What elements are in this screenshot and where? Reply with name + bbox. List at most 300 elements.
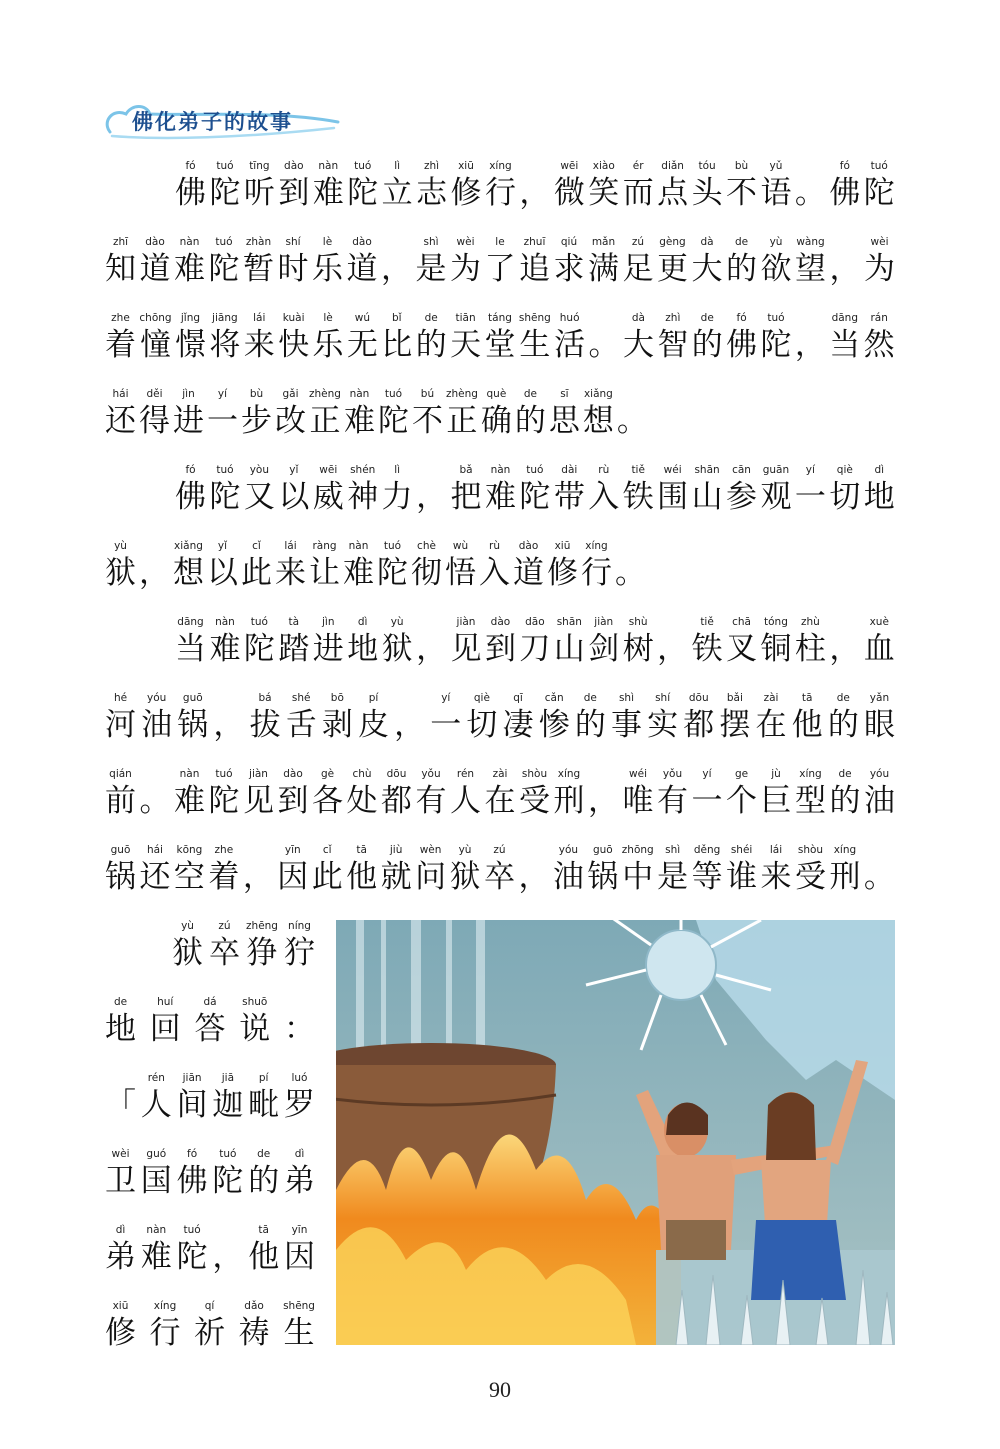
pinyin: níng (288, 920, 311, 932)
hanzi-cell (692, 766, 723, 819)
hanzi-cell (284, 918, 315, 971)
hanzi: 修 (105, 1315, 136, 1351)
pinyin: tuó (250, 616, 268, 628)
hanzi: 改 (275, 403, 306, 439)
hanzi-cell (657, 310, 688, 363)
hanzi-cell (519, 462, 550, 515)
hanzi: 快 (278, 327, 310, 363)
hanzi-cell (105, 1222, 136, 1275)
hanzi: 语 (760, 175, 792, 211)
pinyin: xíng (799, 768, 822, 780)
pinyin: guō (110, 844, 131, 856)
pinyin: nàn (179, 768, 200, 780)
hanzi: 刀 (519, 631, 551, 667)
pinyin: de (583, 692, 597, 704)
pinyin: yòu (249, 464, 270, 476)
hanzi: 卫 (105, 1163, 136, 1199)
hanzi-cell (485, 234, 516, 287)
hanzi-cell (139, 386, 170, 439)
hanzi-cell (174, 234, 205, 287)
hanzi: 剥 (321, 707, 353, 743)
hanzi-cell (175, 614, 206, 667)
hanzi: 带 (553, 479, 585, 515)
pinyin: fó (185, 160, 196, 172)
pinyin: yǔ (769, 160, 783, 172)
hanzi-cell (140, 766, 171, 819)
hanzi-cell (726, 842, 757, 895)
hanzi: 树 (622, 631, 654, 667)
hanzi-cell (313, 158, 344, 211)
pinyin: nàn (146, 1224, 167, 1236)
hanzi-cell (141, 1146, 172, 1199)
pinyin: zhōng (621, 844, 654, 856)
pinyin: guō (592, 844, 613, 856)
pinyin: dì (294, 1148, 305, 1160)
hanzi-cell (381, 234, 412, 287)
pinyin: tuó (219, 1148, 237, 1160)
hanzi-cell (726, 766, 757, 819)
hanzi-cell (105, 310, 136, 363)
pinyin: ràng (312, 540, 337, 552)
hanzi: 行 (581, 555, 612, 591)
hanzi: 一 (207, 403, 238, 439)
pinyin: yóu (869, 768, 890, 780)
hanzi: 难 (343, 555, 374, 591)
pinyin: rù (598, 464, 610, 476)
hanzi-cell (209, 918, 240, 971)
hanzi-cell (450, 842, 481, 895)
hanzi-cell (864, 842, 895, 895)
pinyin: yóu (146, 692, 167, 704)
hanzi-cell (795, 462, 826, 515)
pinyin: dì (874, 464, 885, 476)
hanzi-cell (549, 386, 580, 439)
pinyin: de (734, 236, 749, 248)
pinyin: shén (350, 464, 376, 476)
hanzi-cell (864, 234, 895, 287)
hanzi: 陀 (176, 1239, 208, 1275)
hanzi: 陀 (208, 251, 240, 287)
hanzi: 的 (415, 327, 447, 363)
hanzi: 陀 (519, 479, 551, 515)
pinyin: shòu (797, 844, 824, 856)
pinyin: zài (763, 692, 779, 704)
hanzi: 听 (243, 175, 275, 211)
pinyin: rán (870, 312, 888, 324)
pinyin: yǎn (869, 692, 890, 704)
hanzi-cell (829, 462, 860, 515)
pinyin: tóng (764, 616, 788, 628)
hanzi-cell (864, 158, 895, 211)
hanzi: 唯 (622, 783, 654, 819)
pinyin: wàng (796, 236, 825, 248)
pinyin: bǎ (459, 464, 473, 476)
hanzi-cell (382, 158, 413, 211)
hanzi: 狰 (246, 935, 278, 971)
pinyin: tiě (700, 616, 714, 628)
pinyin: gǎi (282, 388, 299, 400)
hanzi-cell (519, 766, 550, 819)
hanzi-cell (719, 690, 750, 743)
hanzi: 油 (141, 707, 173, 743)
hanzi: 来 (243, 327, 275, 363)
hanzi-cell (589, 310, 620, 363)
hanzi: ， (657, 631, 689, 667)
hanzi: 问 (415, 859, 447, 895)
hanzi-cell (416, 614, 447, 667)
hanzi: 因 (283, 1239, 315, 1275)
hanzi: 在 (755, 707, 787, 743)
hanzi-cell (141, 1070, 172, 1123)
pinyin: dào (518, 540, 539, 552)
hanzi: 微 (553, 175, 585, 211)
pinyin: dào (145, 236, 165, 248)
hanzi-cell (173, 386, 204, 439)
hanzi: 前 (105, 783, 136, 819)
hanzi-cell (212, 1070, 243, 1123)
hanzi-cell (286, 690, 317, 743)
pinyin: shān (694, 464, 720, 476)
pinyin: dāo (525, 616, 545, 628)
pinyin: cǐ (322, 844, 332, 856)
text-line (105, 690, 895, 743)
hanzi: 他 (248, 1239, 280, 1275)
pinyin: nàn (215, 616, 235, 628)
hanzi-cell (623, 234, 654, 287)
hanzi-cell (588, 462, 619, 515)
pinyin: tīng (249, 160, 270, 172)
chapter-header (102, 100, 342, 142)
hanzi: 步 (241, 403, 272, 439)
hanzi-cell (726, 158, 757, 211)
hanzi-cell (692, 842, 723, 895)
hanzi-cell (451, 462, 482, 515)
hanzi-cell (623, 766, 654, 819)
hanzi-cell (275, 538, 306, 591)
hanzi: 铜 (760, 631, 792, 667)
hanzi: 以 (207, 555, 238, 591)
pinyin: xiū (112, 1300, 129, 1312)
hanzi-cell (283, 1298, 315, 1351)
hanzi-cell (209, 766, 240, 819)
hanzi-cell (683, 690, 714, 743)
hanzi: 狱 (381, 631, 413, 667)
pinyin: hé (113, 692, 128, 704)
pinyin: yí (217, 388, 228, 400)
pinyin: yǒu (421, 768, 441, 780)
hanzi-cell (795, 614, 826, 667)
hanzi: 围 (657, 479, 689, 515)
hanzi-cell (241, 538, 272, 591)
hanzi-cell (243, 766, 274, 819)
pinyin: bù (734, 160, 749, 172)
text-line (105, 538, 895, 591)
hanzi: 天 (450, 327, 482, 363)
text-line (105, 234, 895, 287)
pinyin: zhuī (523, 236, 546, 248)
pinyin: jiāng (212, 312, 238, 324)
hanzi: 难 (343, 403, 375, 439)
hanzi: 。 (139, 783, 171, 819)
hanzi-cell (864, 690, 895, 743)
hanzi-cell (209, 234, 240, 287)
hanzi: 叉 (726, 631, 757, 667)
hanzi-cell (177, 1070, 208, 1123)
hanzi: 想 (173, 555, 204, 591)
hanzi-cell (795, 842, 826, 895)
hanzi-cell (519, 310, 551, 363)
hanzi-cell (105, 386, 136, 439)
hanzi-cell (312, 766, 343, 819)
hanzi: ， (829, 631, 861, 667)
pinyin: zhe (214, 844, 234, 856)
hanzi: 乐 (312, 327, 344, 363)
hanzi-cell (657, 614, 688, 667)
pinyin: děng (693, 844, 721, 856)
hanzi: 人 (140, 1087, 172, 1123)
hanzi-cell (692, 462, 723, 515)
hanzi: ， (794, 327, 826, 363)
hanzi-cell (284, 994, 315, 1047)
pinyin: shēng (518, 312, 551, 324)
hanzi: 威 (312, 479, 344, 515)
hanzi-cell (575, 690, 606, 743)
pinyin: wú (354, 312, 371, 324)
hanzi: 此 (241, 555, 272, 591)
pinyin: zú (631, 236, 645, 248)
hanzi-cell (466, 690, 497, 743)
hanzi: ， (394, 707, 426, 743)
pinyin: shí (285, 236, 301, 248)
hanzi-cell (726, 462, 757, 515)
pinyin: gè (320, 768, 335, 780)
hanzi-cell (244, 462, 275, 515)
pinyin: tuó (767, 312, 785, 324)
pinyin: huí (157, 996, 174, 1008)
hanzi: 实 (647, 707, 679, 743)
hanzi: 陀 (208, 783, 240, 819)
pinyin: dì (357, 616, 368, 628)
hanzi: ， (519, 175, 551, 211)
hanzi-cell (284, 1070, 315, 1123)
hanzi: 得 (139, 403, 170, 439)
pinyin: zhèng (309, 388, 341, 400)
hanzi-cell (485, 766, 516, 819)
hanzi: 有 (657, 783, 688, 819)
hanzi-cell (588, 158, 619, 211)
pinyin: kōng (176, 844, 203, 856)
pinyin: de (424, 312, 438, 324)
hanzi: 。 (588, 327, 620, 363)
pinyin: guō (182, 692, 203, 704)
pinyin: dì (115, 1224, 126, 1236)
hanzi-cell (141, 690, 172, 743)
hanzi: ， (829, 251, 861, 287)
hanzi-cell (347, 234, 378, 287)
hanzi: 力 (381, 479, 413, 515)
pinyin: dào (283, 768, 303, 780)
hanzi: 狱 (172, 935, 203, 971)
pinyin: wù (452, 540, 469, 552)
hanzi-cell (312, 842, 343, 895)
pinyin: shí (655, 692, 671, 704)
hanzi-cell (246, 918, 278, 971)
pinyin: shān (556, 616, 582, 628)
hanzi: 剑 (588, 631, 620, 667)
hanzi: 拔 (249, 707, 281, 743)
hanzi-cell (657, 766, 688, 819)
hanzi: 的 (514, 403, 546, 439)
hanzi: 国 (140, 1163, 172, 1199)
pinyin: fó (187, 1148, 198, 1160)
pinyin: yù (769, 236, 783, 248)
hanzi-cell (829, 614, 860, 667)
pinyin: cǎn (544, 692, 564, 704)
hanzi: 修 (547, 555, 578, 591)
pinyin: zhàn (245, 236, 272, 248)
hanzi: 佛 (829, 175, 861, 211)
pinyin: lái (284, 540, 297, 552)
hanzi-cell (347, 614, 378, 667)
hanzi-cell (795, 158, 826, 211)
hanzi: 毗 (248, 1087, 280, 1123)
pinyin: wèi (870, 236, 889, 248)
pinyin: nàn (318, 160, 339, 172)
hanzi: 正 (446, 403, 478, 439)
hanzi-cell (623, 158, 654, 211)
hanzi: 还 (139, 859, 171, 895)
hanzi: 当 (829, 327, 861, 363)
pinyin: sī (560, 388, 569, 400)
hanzi-cell (692, 234, 723, 287)
pinyin: tuó (215, 236, 233, 248)
hanzi-cell (864, 310, 895, 363)
hanzi: 观 (760, 479, 792, 515)
pinyin: wèi (111, 1148, 130, 1160)
text-line (175, 614, 895, 667)
hanzi-cell (554, 766, 585, 819)
hanzi-cell (554, 310, 585, 363)
hanzi: 难 (312, 175, 344, 211)
pinyin: cān (732, 464, 751, 476)
hanzi: 将 (209, 327, 241, 363)
pinyin: pí (368, 692, 379, 704)
hanzi-cell (139, 842, 170, 895)
pinyin: yīn (284, 844, 301, 856)
pinyin: lì (394, 464, 401, 476)
hanzi-cell (588, 614, 619, 667)
pinyin: dào (352, 236, 372, 248)
hanzi-cell (312, 234, 343, 287)
hanzi-cell (173, 538, 204, 591)
pinyin: wēi (560, 160, 579, 172)
pinyin: zài (492, 768, 508, 780)
hanzi: 个 (726, 783, 757, 819)
hanzi: 刑 (829, 859, 861, 895)
hanzi-cell (175, 158, 206, 211)
hanzi: 受 (519, 783, 550, 819)
hanzi: 修 (450, 175, 482, 211)
pinyin: táng (488, 312, 512, 324)
hanzi: 柱 (794, 631, 826, 667)
hanzi: 时 (277, 251, 309, 287)
pinyin: zhèng (445, 388, 478, 400)
hanzi-cell (756, 690, 787, 743)
hanzi: 行 (149, 1315, 181, 1351)
hanzi: 就 (380, 859, 412, 895)
hanzi: 答 (194, 1011, 226, 1047)
hanzi: 他 (346, 859, 378, 895)
hanzi-cell (377, 538, 408, 591)
pinyin: fó (839, 160, 850, 172)
hanzi: 他 (791, 707, 823, 743)
hanzi-cell (105, 1070, 136, 1123)
hanzi-cell (309, 538, 340, 591)
pinyin: tā (801, 692, 813, 704)
hanzi: 正 (309, 403, 341, 439)
pinyin: kuài (282, 312, 305, 324)
hanzi: 受 (794, 859, 826, 895)
hanzi: 是 (415, 251, 447, 287)
pinyin: ge (734, 768, 749, 780)
pinyin: yīn (291, 1224, 308, 1236)
hanzi-cell (172, 918, 203, 971)
hanzi: 生 (519, 327, 551, 363)
pinyin: dōu (688, 692, 709, 704)
hanzi: 来 (275, 555, 306, 591)
hanzi: 陀 (377, 403, 409, 439)
pinyin: dá (203, 996, 217, 1008)
pinyin: chè (417, 540, 436, 552)
hanzi-cell (451, 614, 482, 667)
pinyin: dào (490, 616, 511, 628)
hanzi: 来 (760, 859, 792, 895)
hanzi-cell (105, 538, 136, 591)
hanzi-cell (830, 766, 861, 819)
hanzi-cell (795, 310, 826, 363)
hanzi: 把 (450, 479, 482, 515)
hanzi-cell (278, 766, 309, 819)
hanzi-cell (105, 690, 136, 743)
hanzi: 一 (691, 783, 723, 819)
pinyin: de (113, 996, 128, 1008)
hanzi: 地 (347, 631, 379, 667)
hanzi: ， (381, 251, 412, 287)
pinyin: jiàn (456, 616, 476, 628)
hanzi-cell (177, 690, 208, 743)
hanzi: 着 (208, 859, 240, 895)
hanzi-cell (207, 538, 238, 591)
hanzi-cell (611, 690, 642, 743)
pinyin: de (838, 768, 852, 780)
hanzi: 锅 (587, 859, 619, 895)
page-number: 90 (489, 1377, 511, 1402)
pinyin: jìn (322, 616, 335, 628)
hanzi: 望 (795, 251, 826, 287)
hanzi-cell (761, 310, 792, 363)
pinyin: jiān (182, 1072, 202, 1084)
hanzi: 难 (174, 251, 205, 287)
hanzi: 是 (657, 859, 689, 895)
hanzi: 见 (450, 631, 482, 667)
hanzi-cell (347, 462, 378, 515)
hanzi-cell (623, 462, 654, 515)
hanzi-cell (382, 462, 413, 515)
hanzi-cell (207, 386, 238, 439)
pinyin: xíng (585, 540, 608, 552)
hanzi: 难 (484, 479, 516, 515)
hanzi-cell (726, 614, 757, 667)
